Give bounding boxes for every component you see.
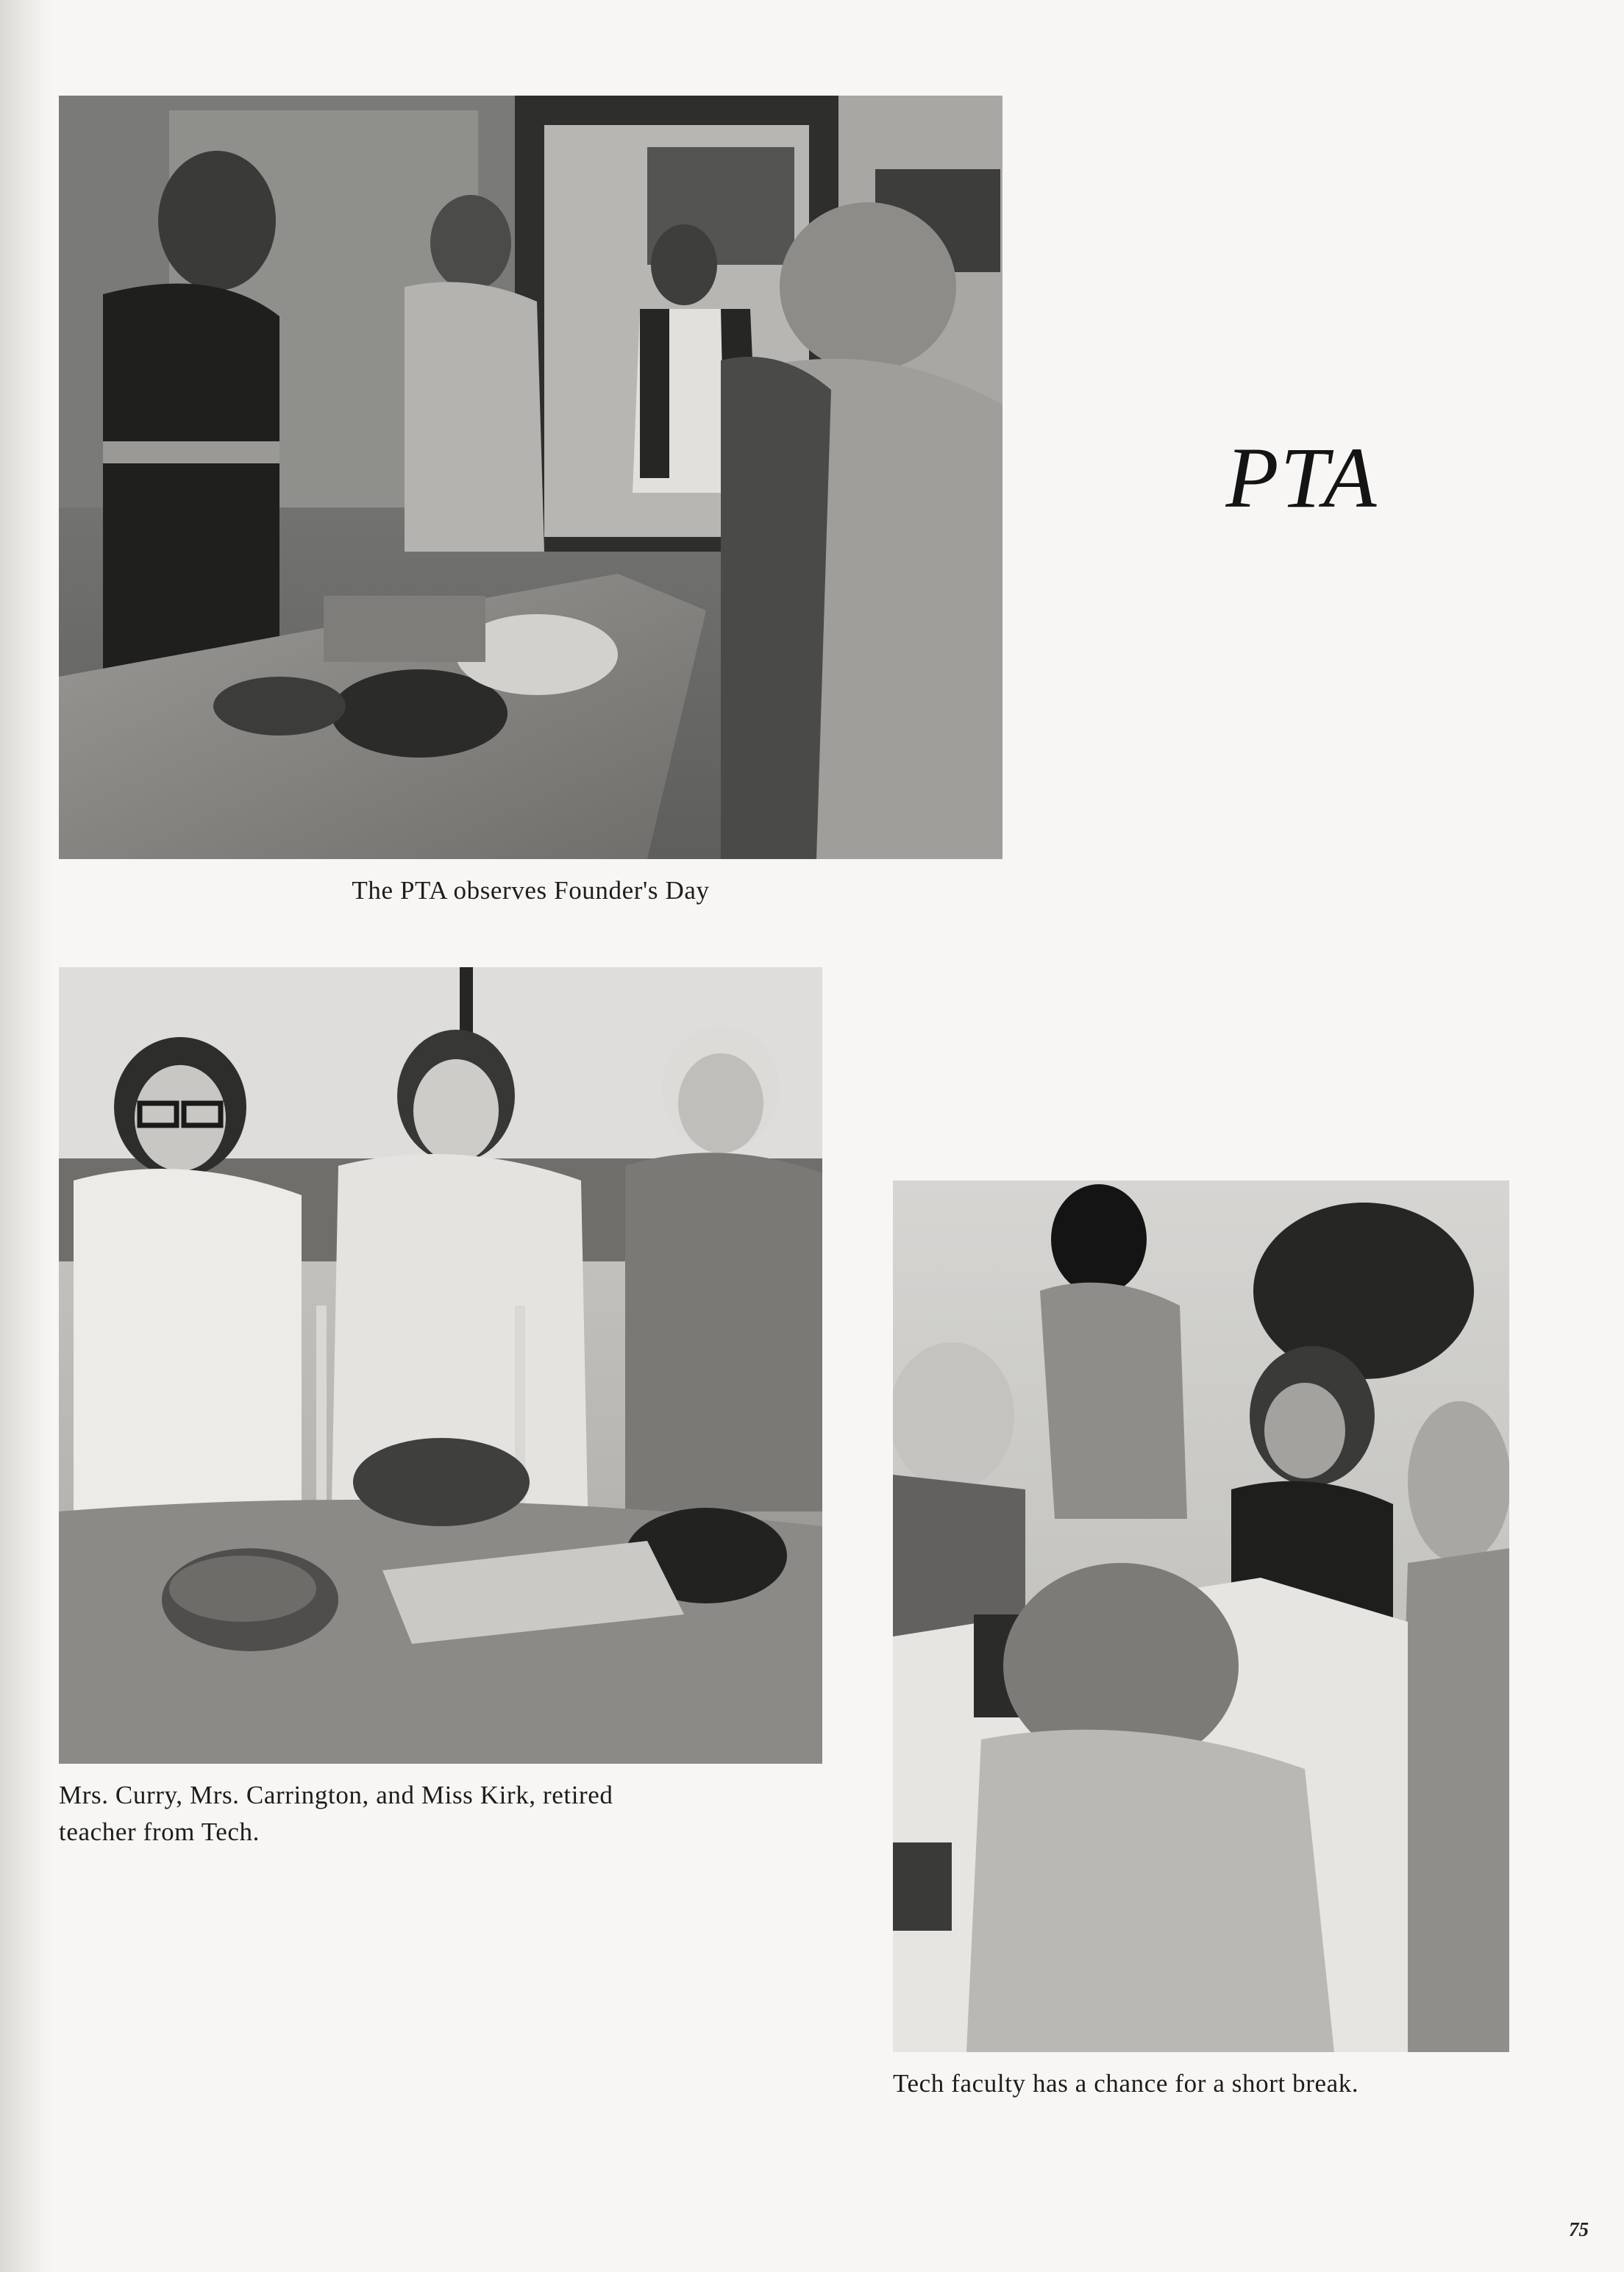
photo-faculty-break xyxy=(893,1180,1509,2052)
caption-faculty-break: Tech faculty has a chance for a short break. xyxy=(893,2069,1359,2098)
section-title: PTA xyxy=(1225,430,1378,526)
binding-shadow xyxy=(0,0,51,2272)
photo-curry-carrington-kirk-image xyxy=(59,967,822,1764)
photo-founders-day xyxy=(59,96,1002,859)
caption-founders-day: The PTA observes Founder's Day xyxy=(352,876,710,905)
photo-faculty-break-image xyxy=(893,1180,1509,2052)
page-number: 75 xyxy=(1569,2218,1589,2240)
caption-trio-line1: Mrs. Curry, Mrs. Carrington, and Miss Kirk, retired xyxy=(59,1781,613,1809)
photo-founders-day-image xyxy=(59,96,1002,859)
caption-trio-line2: teacher from Tech. xyxy=(59,1817,260,1846)
caption-trio xyxy=(59,1777,809,1851)
photo-curry-carrington-kirk xyxy=(59,967,822,1764)
